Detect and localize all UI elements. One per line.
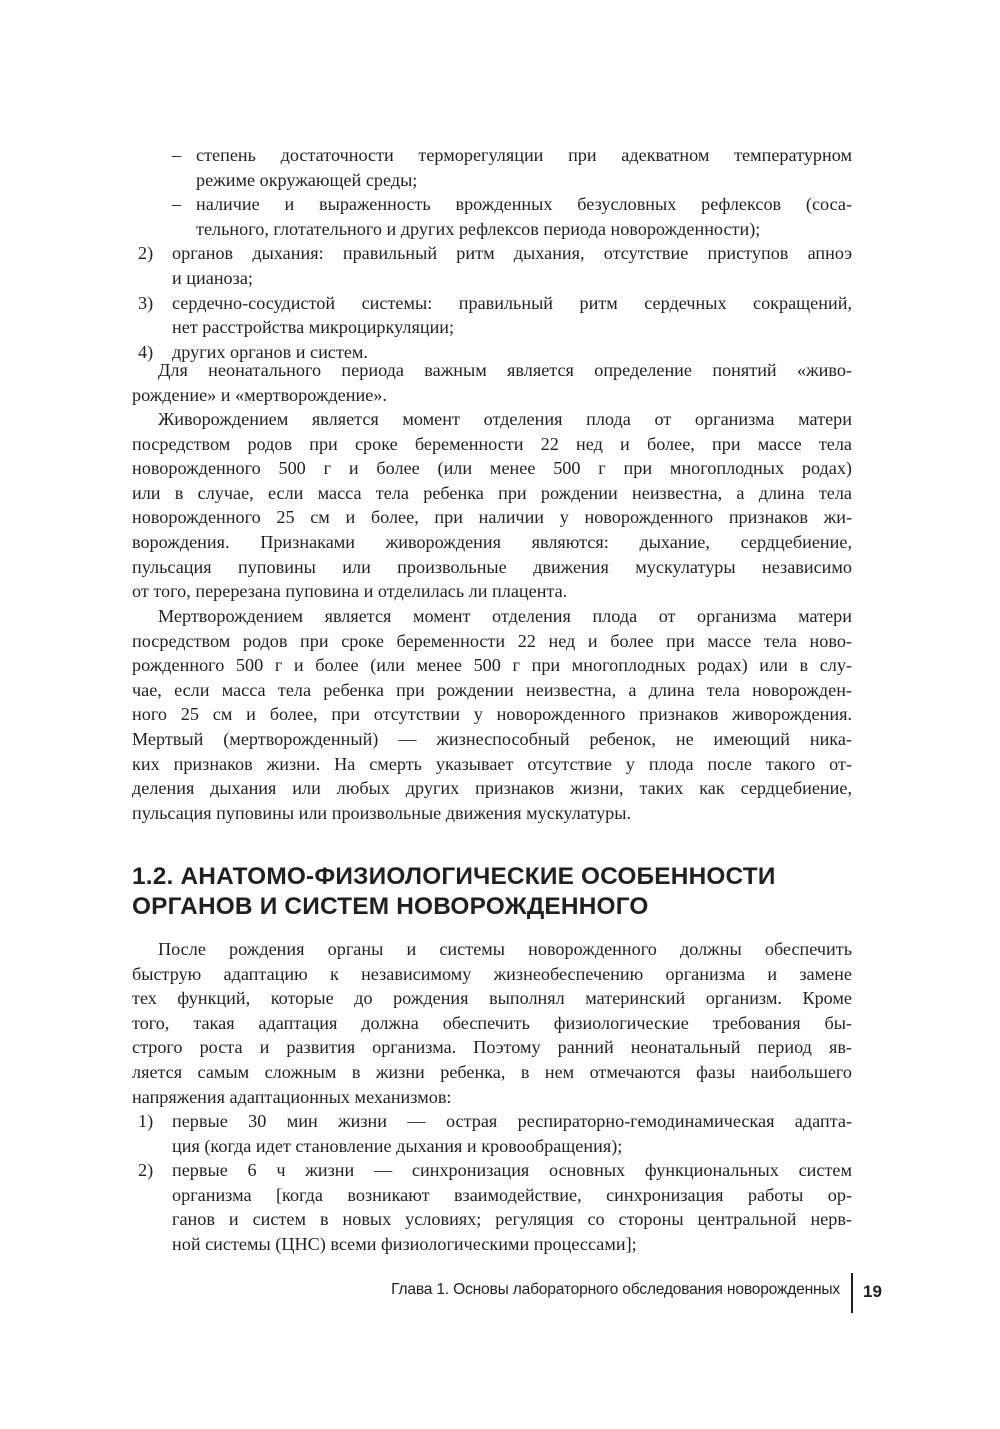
list-item: 1) первые 30 мин жизни — острая респираторно-гемодинамическая адапта-	[132, 1109, 852, 1134]
section-heading: 1.2. АНАТОМО-ФИЗИОЛОГИЧЕСКИЕ ОСОБЕННОСТИ ОРГАНОВ И СИСТЕМ НОВОРОЖДЕННОГО	[132, 863, 776, 920]
list-item: 2) первые 6 ч жизни — синхронизация основных функциональных систем	[132, 1158, 852, 1183]
page-number: 19	[863, 1282, 882, 1301]
running-footer: Глава 1. Основы лабораторного обследования новорожденных	[391, 1281, 840, 1298]
phases-list: 1) первые 30 мин жизни — острая респираторно-гемодинамическая адапта- ция (когда идет становление дыхания и кровообращения); 2) первые 6 ч жизни — синхронизация основных функциональных систем организма [когда возникают взаимодействие, синхронизация работы ор- ганов и систем в новых условиях; регуляция со стороны центральной нерв- ной системы (ЦНС) всеми физиологическими процессами];	[132, 1109, 852, 1257]
item-number: 3)	[138, 292, 154, 313]
item-number: 2)	[138, 243, 154, 264]
paragraph: После рождения органы и системы новорожденного должны обеспечить быструю адаптацию к независимому жизнеобеспечению организма и замене тех функций, которые до рождения выполнял материнский организм. Кроме того, такая адаптация должна обеспечить физиологические требования бы- строго роста и развития организма. Поэтому ранний неонатальный период яв- ляется самым сложным в жизни ребенка, в нем отмечаются фазы наибольшего напряжения адаптационных механизмов:	[132, 939, 852, 1107]
paragraph: Мертворождением является момент отделения плода от организма матери посредством родов при сроке беременности 22 нед и более при массе тела ново- рожденного 500 г и более (или менее 500 г при многоплодных родах) или в слу- чае, если масса тела ребенка при рождении неизвестна, а длина тела новорожден- ного 25 см и более, при отсутствии у новорожденного признаков живорождения. Мертвый (мертворожденный) — жизнеспособный ребенок, не имеющий ника- ких признаков жизни. На смерть указывает отсутствие у плода после такого от- деления дыхания или любых других признаков жизни, таких как сердцебиение, пульсация пуповины или произвольные движения мускулатуры.	[132, 606, 852, 823]
item-number: 1)	[138, 1111, 154, 1131]
list-item: 4) других органов и систем.	[132, 340, 852, 365]
item-number: 4)	[138, 341, 154, 362]
item-number: 2)	[138, 1160, 154, 1181]
list-item: – степень достаточности терморегуляции при адекватном температурном	[132, 143, 852, 168]
dash-marker: –	[172, 145, 182, 165]
list-item: 2) органов дыхания: правильный ритм дыхания, отсутствие приступов апноэ	[132, 241, 852, 266]
paragraph: Для неонатального периода важным является определение понятий «живо- рождение» и «мертворождение».	[132, 360, 852, 405]
footer-divider	[851, 1273, 853, 1313]
list-item: – наличие и выраженность врожденных безусловных рефлексов (соса-	[132, 192, 852, 217]
criteria-list: – степень достаточности терморегуляции при адекватном температурном режиме окружающей среды; – наличие и выраженность врожденных безусловных рефлексов (соса- тельного, глотательного и других рефлексов периода новорожденности); 2) органов дыхания: правильный ритм дыхания, отсутствие приступов апноэ и цианоза; 3) сердечно-сосудистой системы: правильный ритм сердечных сокращений, нет расстройства микроциркуляции; 4) других органов и систем.	[132, 143, 852, 364]
list-item: 3) сердечно-сосудистой системы: правильный ритм сердечных сокращений,	[132, 291, 852, 316]
paragraph: Живорождением является момент отделения плода от организма матери посредством родов при сроке беременности 22 нед и более, при массе тела новорожденного 500 г и более (или менее 500 г при многоплодных родах) или в случае, если масса тела ребенка при рождении неизвестна, а длина тела новорожденного 25 см и более, при наличии у новорожденного признаков жи- ворождения. Признаками живорождения являются: дыхание, сердцебиение, пульсация пуповины или произвольные движения мускулатуры независимо от того, перерезана пуповина и отделилась ли плацента.	[132, 409, 852, 602]
dash-marker: –	[172, 194, 182, 215]
